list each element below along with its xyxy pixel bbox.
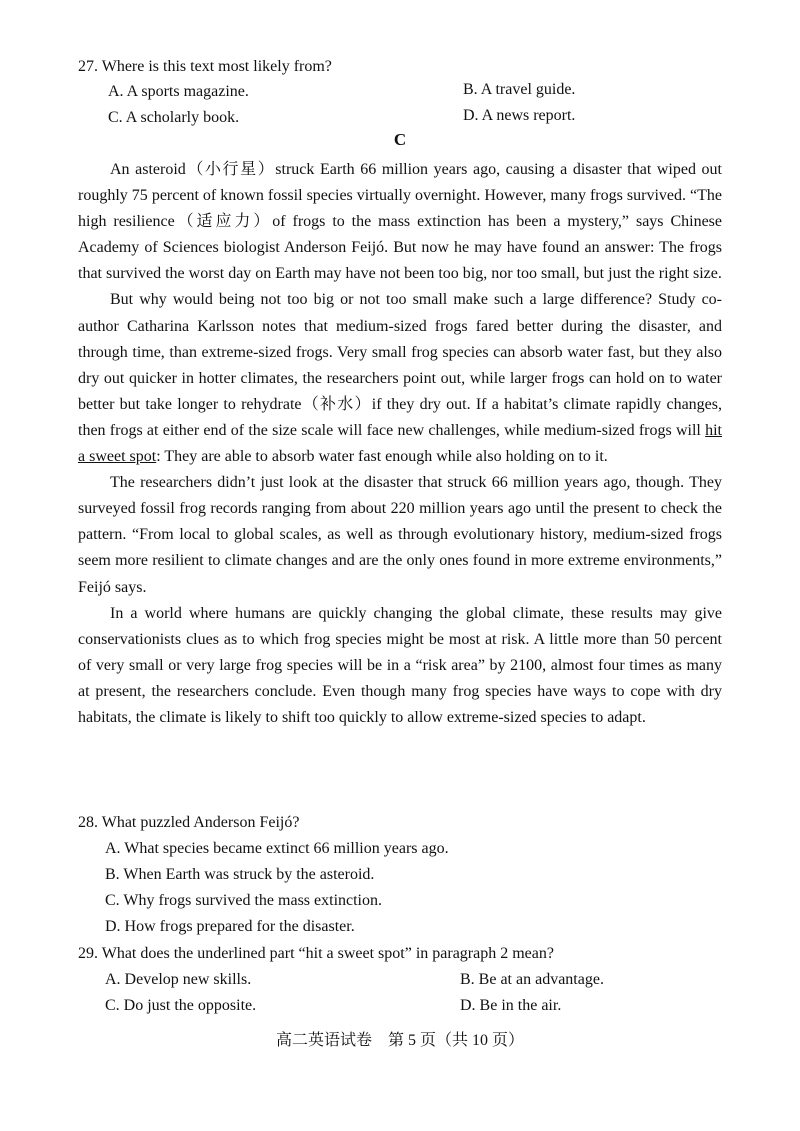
q29-option-b: B. Be at an advantage. — [460, 971, 604, 988]
paragraph-2 — [78, 287, 722, 470]
q29-option-c: C. Do just the opposite. — [105, 997, 257, 1014]
q28-option-c: C. Why frogs survived the mass extinction. — [105, 892, 382, 909]
paragraph-3: The researchers didn’t just look at the disaster that struck 66 million years ago, though. They surveyed fossil frog records ranging from about 220 million years ago until the present to check the pattern. “From local to global scales, as well as through evolutionary history, medium-sized frogs seem more resilient to climate changes and are the only ones found in more extreme environments,” Feijó says. — [78, 474, 722, 596]
page-footer: 高二英语试卷 第 5 页（共 10 页） — [275, 1032, 524, 1049]
q27-option-c: C. A scholarly book. — [108, 109, 240, 126]
q27-option-d: D. A news report. — [463, 107, 576, 124]
passage-title: C — [393, 130, 407, 149]
paragraph-1: An asteroid（小行星）struck Earth 66 million years ago, causing a disaster that wiped out roughly 75 percent of known fossil species virtually overnight. However, many frogs survived. “The high resilience（适应力）of frogs to the mass extinction has been a mystery,” says Chinese Academy of Sciences biologist Anderson Feijó. But now he may have found an answer: The frogs that survived the worst day on Earth may have not been too big, nor too small, but just the right size. — [78, 161, 722, 283]
paragraph-2-before: But why would being not too big or not too small make such a large difference? Study co-author Catharina Karlsson notes that medium-sized frogs fared better during the disaster, and through time, than extreme-sized frogs. Very small frog species can absorb water fast, but they also dry out quicker in hotter climates, the researchers point out, while larger frogs can hold on to water better but take longer to rehydrate（补水）if they dry out. If a habitat’s climate rapidly changes, then frogs at either end of the size scale will face new challenges, while medium-sized frogs will — [78, 291, 722, 439]
paragraph-4: In a world where humans are quickly changing the global climate, these results may give conservationists clues as to which frog species might be most at risk. A little more than 50 percent of very small or very large frog species will be in a “risk area” by 2100, almost four times as many at present, the researchers conclude. Even though many frog species have ways to cope with dry habitats, the climate is likely to shift too quickly to allow extreme-sized species to adapt. — [78, 604, 722, 726]
q28-option-b: B. When Earth was struck by the asteroid. — [105, 866, 375, 883]
passage-body — [78, 157, 722, 731]
question-27-number: 27. — [78, 58, 98, 75]
question-28-stem: 28. What puzzled Anderson Feijó? — [78, 814, 300, 831]
q27-option-b: B. A travel guide. — [463, 81, 576, 98]
question-27-stem — [78, 57, 332, 77]
q29-option-d: D. Be in the air. — [460, 997, 562, 1014]
q28-option-d: D. How frogs prepared for the disaster. — [105, 918, 355, 935]
paragraph-2-after: : They are able to absorb water fast enough while also holding on to it. — [156, 448, 608, 466]
underlined-phrase: hit a sweet spot — [78, 421, 722, 466]
q27-option-a: A. A sports magazine. — [108, 83, 249, 100]
question-27-text: Where is this text most likely from? — [101, 58, 332, 75]
question-29-stem: 29. What does the underlined part “hit a sweet spot” in paragraph 2 mean? — [78, 945, 554, 962]
q28-option-a: A. What species became extinct 66 million years ago. — [105, 840, 449, 857]
q29-option-a: A. Develop new skills. — [105, 971, 252, 988]
